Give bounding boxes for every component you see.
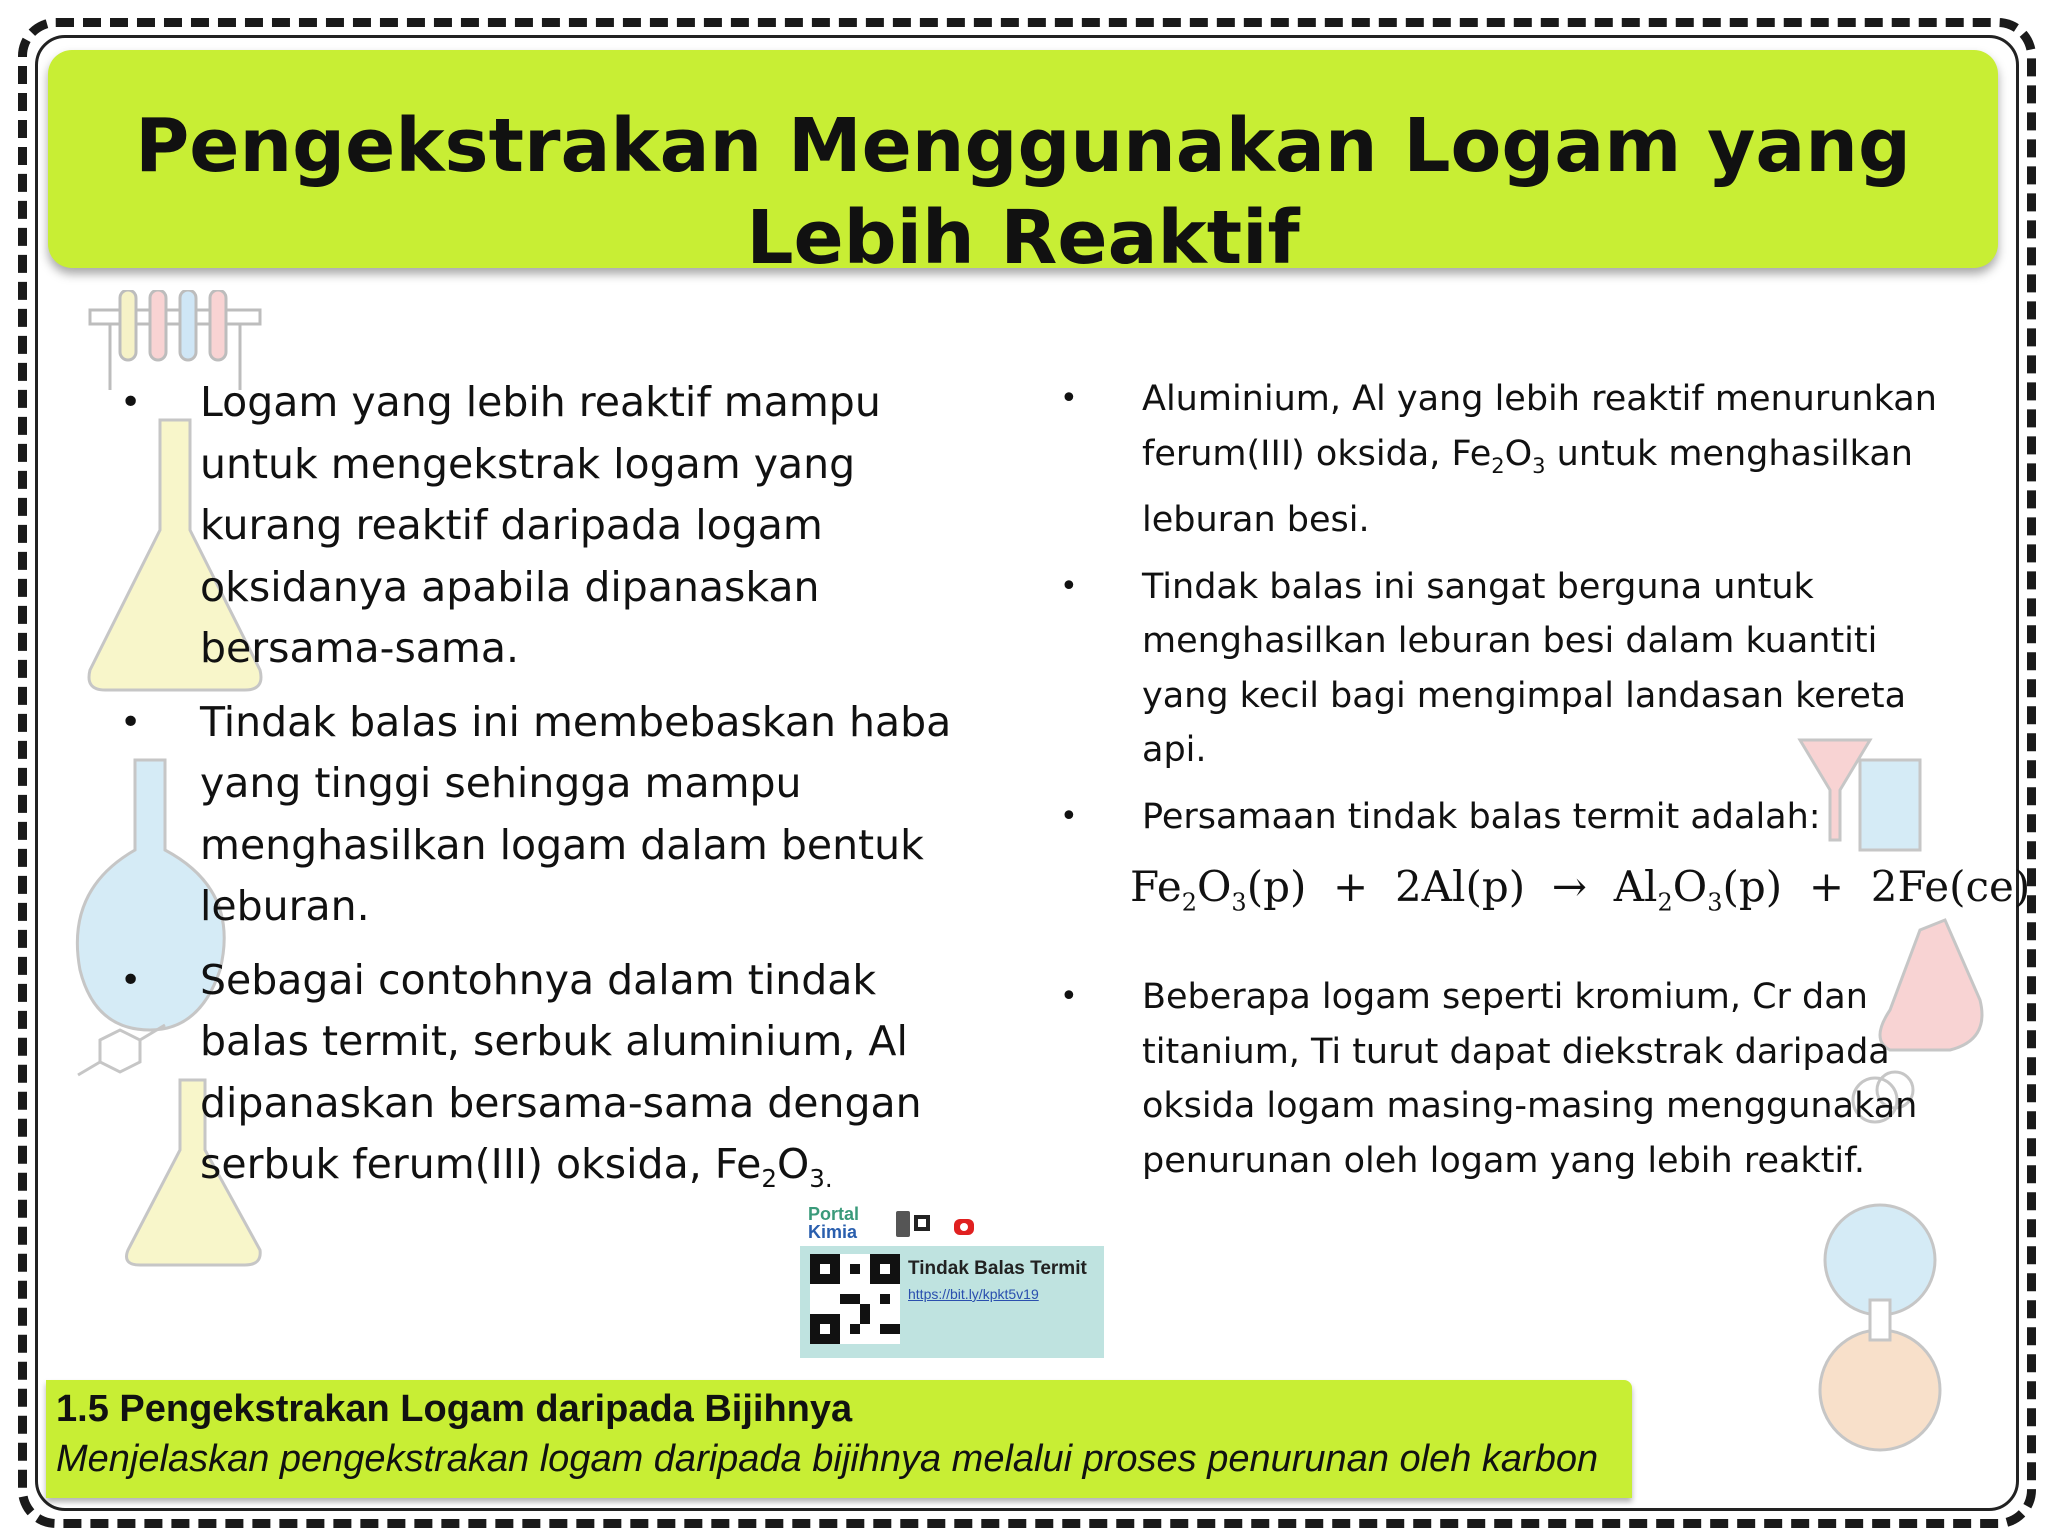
eq-part: O — [1672, 862, 1708, 911]
list-item — [1060, 970, 1940, 1188]
eq-subscript: 3 — [1707, 888, 1723, 917]
subscript: 2 — [761, 1164, 777, 1194]
footer-title: 1.5 Pengekstrakan Logam daripada Bijihnya — [56, 1388, 853, 1430]
bullet-marker: • — [1060, 979, 1078, 1014]
right-bullet-list-bottom — [1060, 970, 1940, 1188]
bullet-text: Tindak balas ini membebaskan haba yang tinggi sehingga mampu menghasilkan logam dalam bentuk leburan. — [200, 697, 952, 930]
eq-part: O — [1196, 862, 1232, 911]
list-item — [120, 950, 980, 1210]
list-item — [1060, 790, 1940, 845]
formula-part: O — [776, 1140, 810, 1188]
right-bullet-list — [1060, 372, 1940, 856]
eq-part: (p) + 2Al(p) → Al — [1246, 862, 1658, 911]
bullet-text: Aluminium, Al yang lebih reaktif menurunkan ferum(III) oksida, Fe — [1142, 379, 1937, 474]
list-item — [1060, 560, 1940, 778]
formula-part: O — [1504, 433, 1533, 474]
distillation-flask-icon — [1820, 1205, 1940, 1450]
bullet-text-after: untuk menghasilkan leburan besi. — [1142, 433, 1913, 540]
bullet-marker: • — [1060, 381, 1078, 416]
subscript: 3 — [1532, 453, 1546, 478]
bullet-marker: • — [1060, 798, 1078, 834]
bullet-marker: • — [120, 382, 142, 423]
eq-part: Fe — [1130, 862, 1182, 911]
qr-link-card[interactable] — [800, 1246, 1104, 1358]
thermite-equation — [1130, 862, 2030, 916]
bullet-text: Tindak balas ini sangat berguna untuk menghasilkan leburan besi dalam kuantiti yang kecil bagi mengimpal landasan kereta api. — [1142, 566, 1907, 770]
bullet-marker: • — [120, 959, 142, 1001]
slide-title: Pengekstrakan Menggunakan Logam yang Lebih Reaktif — [135, 103, 1911, 281]
bullet-text: Sebagai contohnya dalam tindak balas termit, serbuk aluminium, Al dipanaskan bersama-sama dengan serbuk ferum(III) oksida, Fe — [200, 955, 922, 1188]
subscript: 3. — [809, 1164, 833, 1194]
card-link[interactable]: https://bit.ly/kpkt5v19 — [908, 1286, 1039, 1302]
bullet-marker: • — [120, 701, 142, 743]
portal-logo-text — [808, 1205, 988, 1245]
card-title: Tindak Balas Termit — [908, 1258, 1087, 1279]
subscript: 2 — [1491, 453, 1505, 478]
list-item — [120, 372, 980, 680]
eq-subscript: 3 — [1231, 888, 1247, 917]
eq-subscript: 2 — [1181, 888, 1197, 917]
list-item — [1060, 372, 1940, 548]
left-bullet-list — [120, 372, 980, 1222]
bullet-marker: • — [1060, 568, 1078, 604]
youtube-icon — [954, 1219, 974, 1235]
eq-part: (p) + 2Fe(ce) — [1722, 862, 2031, 911]
footer-subtitle: Menjelaskan pengekstrakan logam daripada bijihnya melalui proses penurunan oleh karbon — [56, 1438, 1599, 1480]
bullet-text: Persamaan tindak balas termit adalah: — [1142, 796, 1821, 837]
logo-line-1: Portal — [808, 1204, 860, 1224]
logo-line-2: Kimia — [808, 1222, 858, 1242]
phone-qr-icon — [894, 1207, 934, 1243]
bullet-text: Beberapa logam seperti kromium, Cr dan titanium, Ti turut dapat diekstrak daripada oksida logam masing-masing menggunakan penurunan oleh logam yang lebih reaktif. — [1142, 977, 1918, 1181]
qr-code-icon[interactable] — [810, 1254, 900, 1344]
eq-subscript: 2 — [1657, 888, 1673, 917]
list-item — [120, 692, 980, 938]
bullet-text: Logam yang lebih reaktif mampu untuk mengekstrak logam yang kurang reaktif daripada logam oksidanya apabila dipanaskan bersama-sama. — [200, 378, 881, 672]
